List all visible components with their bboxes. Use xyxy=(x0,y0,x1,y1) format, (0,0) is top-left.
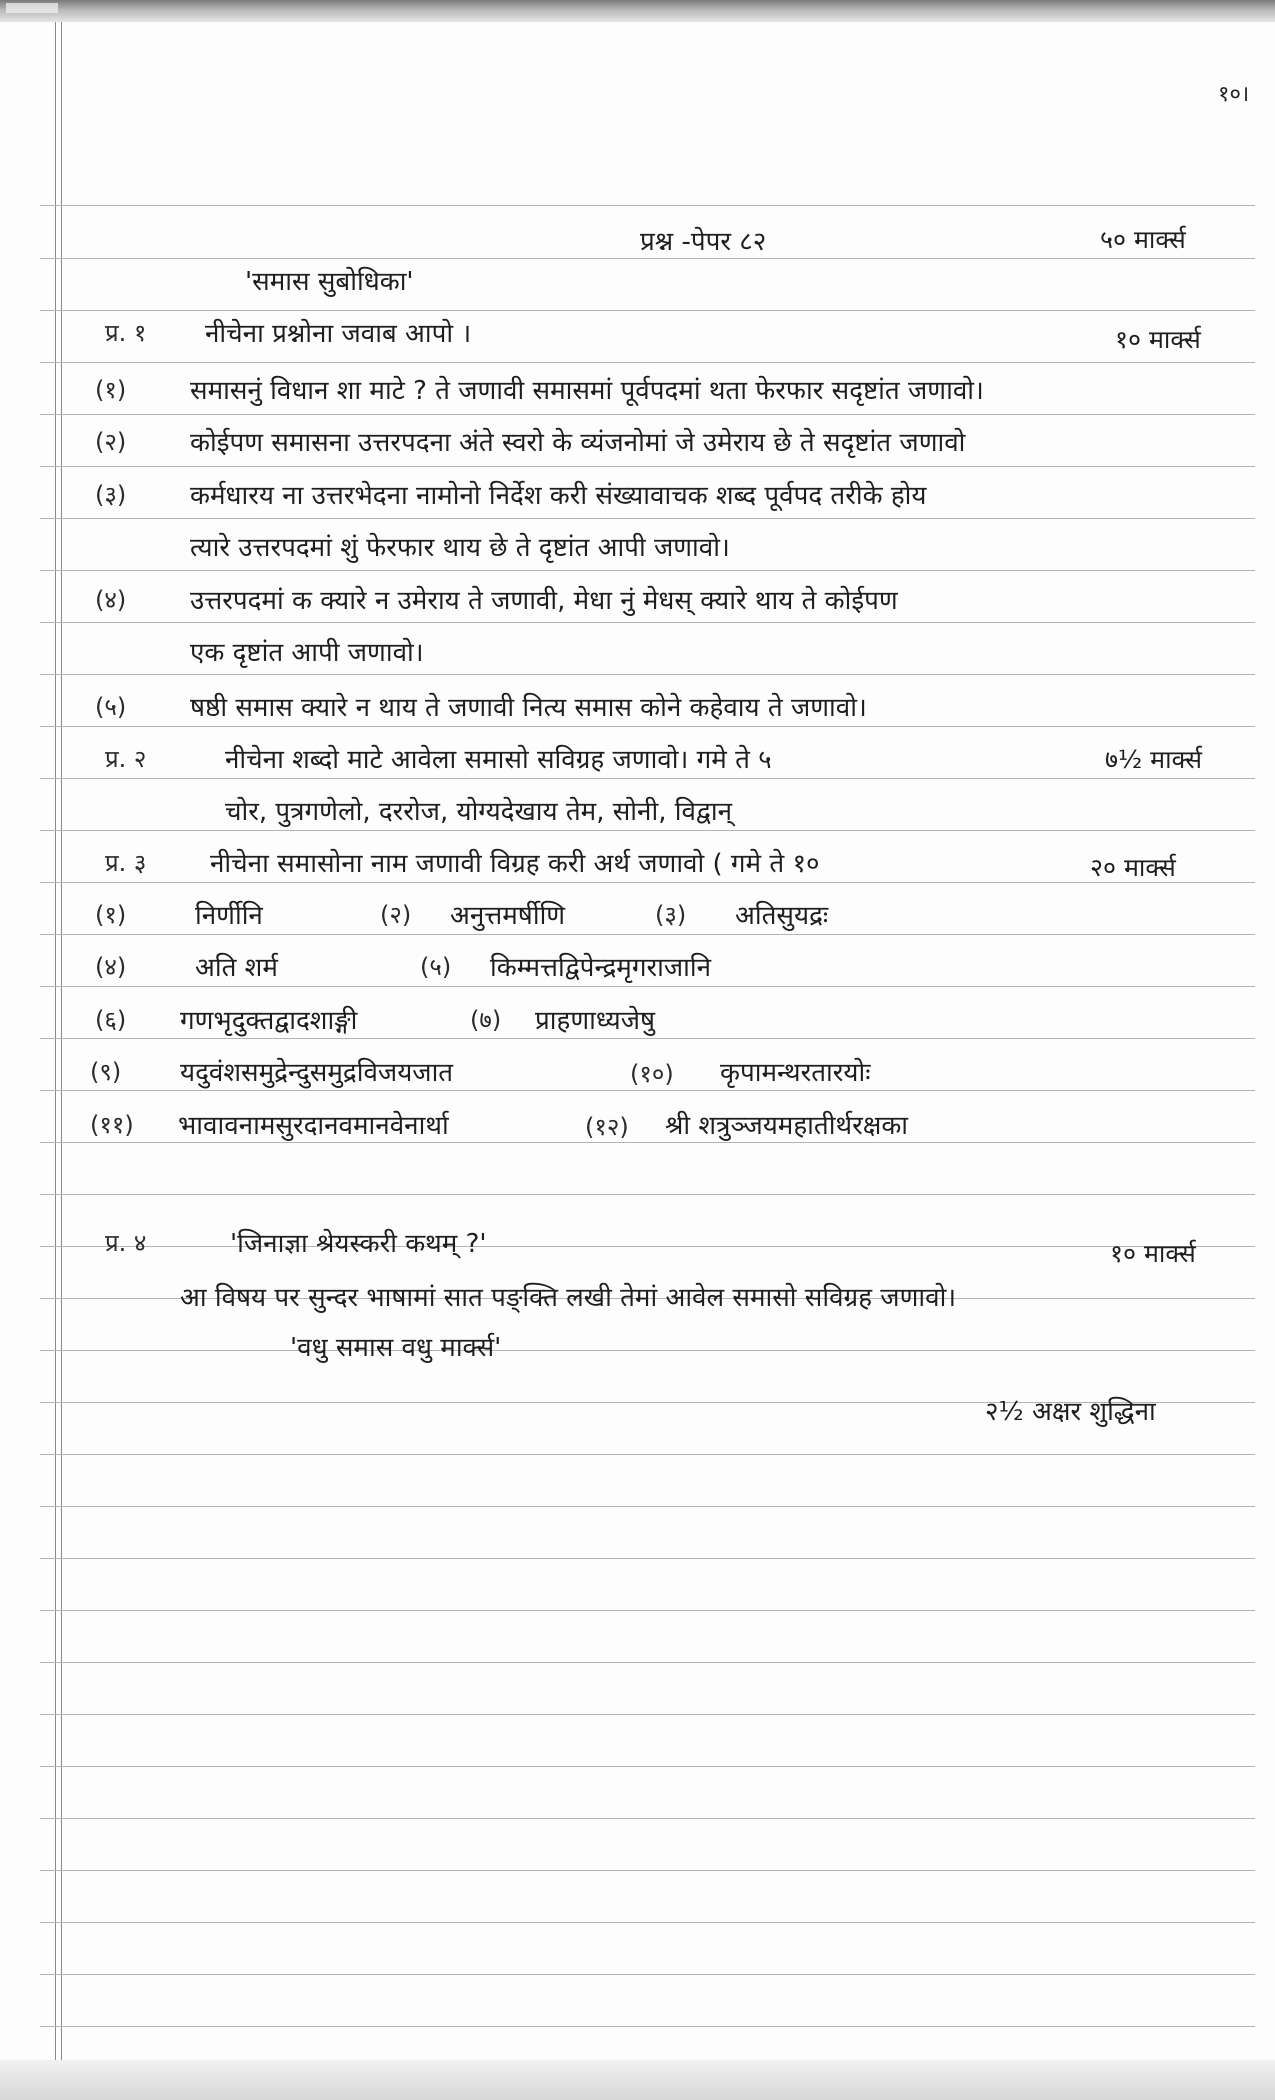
item-number: (३) xyxy=(655,901,687,929)
ruled-line xyxy=(40,830,1255,831)
ruled-line xyxy=(40,1454,1255,1455)
item-number: (२) xyxy=(95,428,127,456)
compound-word: अति शर्म xyxy=(195,953,278,983)
compound-word: कृपामन्थरतारयोः xyxy=(720,1058,871,1088)
compound-word: प्राहणाध्यजेषु xyxy=(535,1006,656,1036)
question-label: प्र. २ xyxy=(105,745,147,773)
question-marks: १० मार्क्स xyxy=(1115,325,1201,354)
item-number: (२) xyxy=(380,901,412,929)
compound-word: श्री शत्रुञ्जयमहातीर्थरक्षका xyxy=(665,1111,909,1141)
ruled-line xyxy=(40,310,1255,311)
item-number: (९) xyxy=(90,1058,122,1086)
item-text-continued: त्यारे उत्तरपदमां शुं फेरफार थाय छे ते दृष्टांत आपी जणावो। xyxy=(190,533,730,563)
ruled-line xyxy=(40,1142,1255,1143)
ruled-line xyxy=(40,882,1255,883)
ruled-line xyxy=(40,1662,1255,1663)
item-number: (३) xyxy=(95,481,127,509)
word-list: चोर, पुत्रगणेलो, दररोज, योग्यदेखाय तेम, सोनी, विद्वान् xyxy=(225,797,733,827)
question-instruction: आ विषय पर सुन्दर भाषामां सात पङ्क्ति लखी तेमां आवेल समासो सविग्रह जणावो। xyxy=(180,1283,957,1313)
item-text: कर्मधारय ना उत्तरभेदना नामोनो निर्देश करी संख्यावाचक शब्द पूर्वपद तरीके होय xyxy=(190,481,927,511)
scan-label-strip xyxy=(6,3,58,13)
ruled-line xyxy=(40,1246,1255,1247)
question-label: प्र. ३ xyxy=(105,849,147,877)
question-text: नीचेना समासोना नाम जणावी विग्रह करी अर्थ जणावो ( गमे ते १० xyxy=(210,849,820,879)
paper-title: प्रश्न -पेपर ८२ xyxy=(640,227,767,257)
scan-bottom-edge xyxy=(0,2060,1275,2100)
question-text: 'जिनाज्ञा श्रेयस्करी कथम् ?' xyxy=(230,1229,487,1259)
ruled-line xyxy=(40,1194,1255,1195)
paper-subtitle: 'समास सुबोधिका' xyxy=(245,267,414,297)
item-number: (७) xyxy=(470,1006,502,1034)
ruled-line xyxy=(40,1038,1255,1039)
ruled-line xyxy=(40,258,1255,259)
item-number: (४) xyxy=(95,586,127,614)
item-text-continued: एक दृष्टांत आपी जणावो। xyxy=(190,638,424,668)
ruled-line xyxy=(40,674,1255,675)
question-text: नीचेना प्रश्नोना जवाब आपो । xyxy=(205,319,472,349)
compound-word: किम्मत्तद्विपेन्द्रमृगराजानि xyxy=(490,953,712,983)
item-number: (१०) xyxy=(630,1060,674,1088)
ruled-line xyxy=(40,1974,1255,1975)
question-marks: १० मार्क्स xyxy=(1110,1239,1196,1268)
ruled-line xyxy=(40,1714,1255,1715)
ruled-line xyxy=(40,934,1255,935)
item-text: उत्तरपदमां क क्यारे न उमेराय ते जणावी, मेधा नुं मेधस् क्यारे थाय ते कोईपण xyxy=(190,586,898,616)
ruled-line xyxy=(40,1870,1255,1871)
ruled-line xyxy=(40,518,1255,519)
question-marks: २० मार्क्स xyxy=(1090,853,1176,882)
ruled-line xyxy=(40,2026,1255,2027)
ruled-line xyxy=(40,414,1255,415)
scan-top-edge xyxy=(0,0,1275,22)
ruled-line xyxy=(40,1090,1255,1091)
ruled-line xyxy=(40,622,1255,623)
item-number: (१२) xyxy=(585,1113,629,1141)
item-number: (१) xyxy=(95,376,127,404)
item-number: (६) xyxy=(95,1006,127,1034)
page-number: १०। xyxy=(1218,82,1250,107)
motto: 'वधु समास वधु मार्क्स' xyxy=(290,1333,502,1363)
compound-word: भावावनामसुरदानवमानवेनार्था xyxy=(178,1111,449,1141)
ruled-line xyxy=(40,726,1255,727)
item-number: (५) xyxy=(95,693,127,721)
ruled-line xyxy=(40,1506,1255,1507)
item-text: समासनुं विधान शा माटे ? ते जणावी समासमां पूर्वपदमां थता फेरफार सदृष्टांत जणावो। xyxy=(190,376,984,406)
item-number: (११) xyxy=(90,1111,134,1139)
ruled-line xyxy=(40,1922,1255,1923)
ruled-line xyxy=(40,466,1255,467)
ruled-line xyxy=(40,362,1255,363)
ruled-line xyxy=(40,570,1255,571)
ruled-line xyxy=(40,205,1255,206)
question-label: प्र. १ xyxy=(105,319,147,347)
compound-word: यदुवंशसमुद्रेन्दुसमुद्रविजयजात xyxy=(180,1058,454,1088)
compound-word: अनुत्तमर्षीणि xyxy=(450,901,566,931)
handwriting-marks-note: २½ अक्षर शुद्धिना xyxy=(985,1397,1156,1427)
ruled-line xyxy=(40,1350,1255,1351)
ruled-line xyxy=(40,1610,1255,1611)
item-number: (१) xyxy=(95,901,127,929)
item-number: (५) xyxy=(420,953,452,981)
item-text: कोईपण समासना उत्तरपदना अंते स्वरो के व्यंजनोमां जे उमेराय छे ते सदृष्टांत जणावो xyxy=(190,428,966,458)
question-marks: ७½ मार्क्स xyxy=(1105,745,1202,774)
total-marks: ५० मार्क्स xyxy=(1100,225,1186,254)
question-text: नीचेना शब्दो माटे आवेला समासो सविग्रह जणावो। गमे ते ५ xyxy=(225,745,772,775)
ruled-line xyxy=(40,778,1255,779)
question-label: प्र. ४ xyxy=(105,1229,147,1257)
ruled-line xyxy=(40,1766,1255,1767)
margin-line xyxy=(55,22,56,2062)
compound-word: निर्णीनि xyxy=(195,901,263,931)
compound-word: गणभृदुक्तद्वादशाङ्गी xyxy=(180,1006,358,1036)
item-number: (४) xyxy=(95,953,127,981)
ruled-line xyxy=(40,986,1255,987)
ruled-line xyxy=(40,1558,1255,1559)
ruled-line xyxy=(40,1818,1255,1819)
margin-line xyxy=(61,22,62,2062)
item-text: षष्ठी समास क्यारे न थाय ते जणावी नित्य समास कोने कहेवाय ते जणावो। xyxy=(190,693,867,723)
compound-word: अतिसुयद्रः xyxy=(735,901,829,931)
